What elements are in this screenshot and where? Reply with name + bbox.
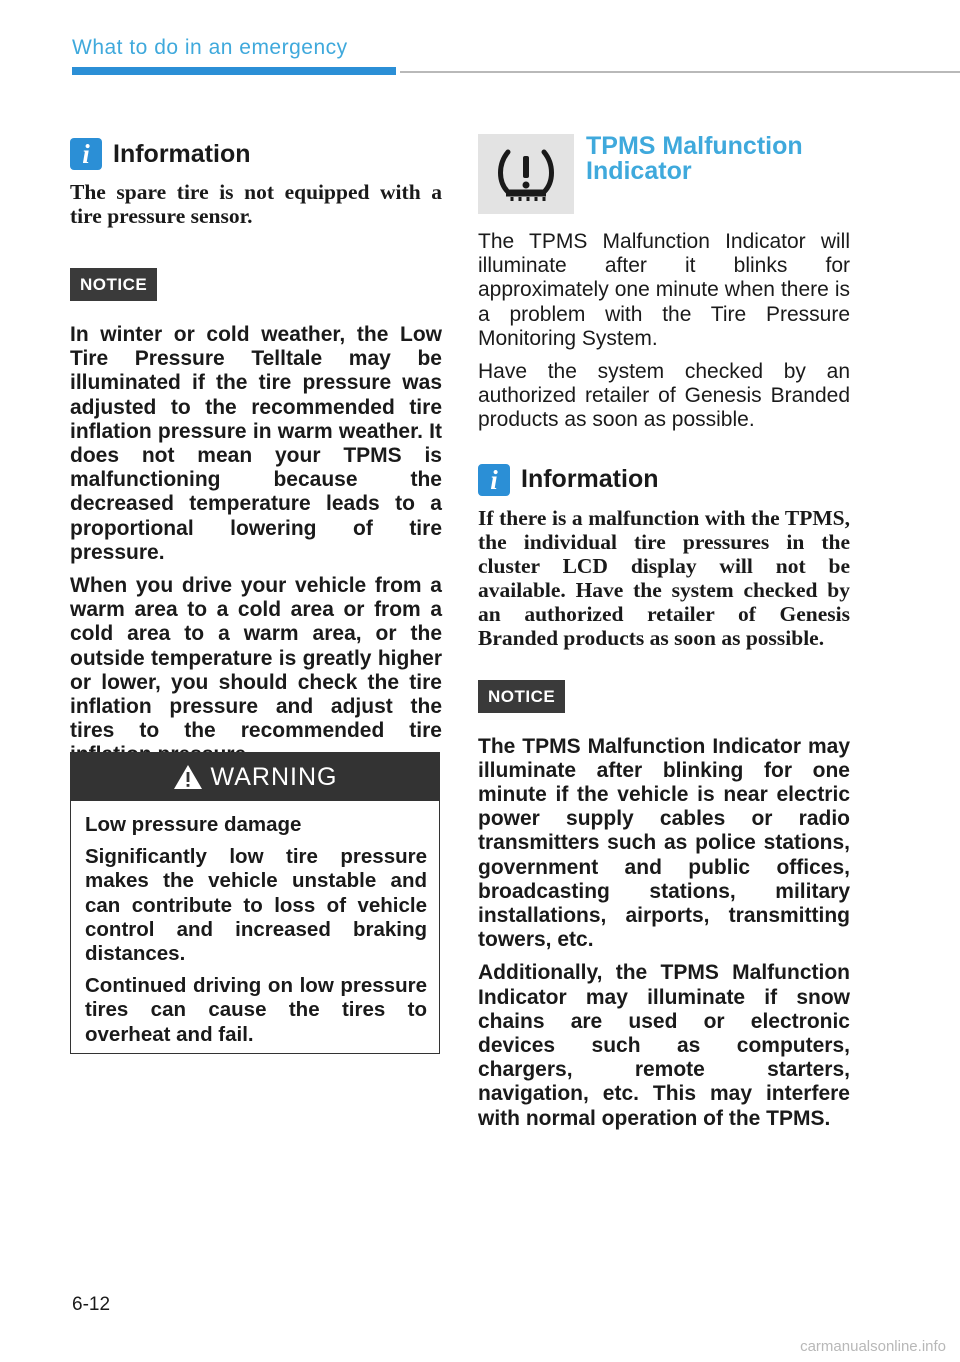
warning-box <box>70 752 440 1054</box>
tpms-icon-box <box>478 134 574 214</box>
section-header-title: What to do in an emergency <box>72 36 348 59</box>
info-heading <box>70 138 442 170</box>
notice-badge: NOTICE <box>70 268 157 301</box>
warning-triangle-icon <box>173 764 203 790</box>
header-rule <box>400 71 960 73</box>
warning-paragraph: Low pressure damage <box>85 813 302 836</box>
notice-badge: NOTICE <box>478 680 565 713</box>
header-accent-bar <box>72 67 396 75</box>
info-icon: i <box>70 138 102 170</box>
info-title: Information <box>521 465 659 494</box>
warning-paragraph: Significantly low tire pressure makes the vehicle unstable and can contribute to loss of vehicle control and increased braking distances. <box>85 845 427 966</box>
tpms-heading <box>478 130 850 214</box>
tpms-title-line2: Indicator <box>586 157 692 185</box>
tpms-title <box>586 134 803 184</box>
info-body: The spare tire is not equipped with a tire pressure sensor. <box>70 180 442 228</box>
info-title: Information <box>113 139 251 168</box>
info-body: If there is a malfunction with the TPMS, the individual tire pressures in the cluster LCD display will not be available. Have the system checked by an authorized retailer of Genesis Branded products as soon as possible. <box>478 505 850 650</box>
info-icon: i <box>478 464 510 496</box>
warning-label: WARNING <box>210 762 338 791</box>
right-column <box>478 130 850 1140</box>
notice-paragraph: When you drive your vehicle from a warm area to a cold area or from a cold area to a warm area, or the outside temperature is greatly higher or lower, you should check the tire inflation pressure and adjust the tires to the recommended tire <box>70 574 442 743</box>
notice-paragraph: Additionally, the TPMS Malfunction Indicator may illuminate if snow chains are used or electronic devices such as computers, chargers, remote starters, navigation, etc. This may interfere with normal operation of the TPMS. <box>478 961 850 1130</box>
warning-header <box>71 753 439 801</box>
tpms-warning-icon <box>494 142 558 206</box>
tpms-title-line1: TPMS Malfunction <box>586 132 803 160</box>
warning-paragraph: Continued driving on low pressure tires can cause the tires to overheat and fail. <box>85 974 427 1046</box>
page-number: 6-12 <box>72 1294 111 1315</box>
notice-paragraph: The TPMS Malfunction Indicator may illuminate after blinking for one minute if the vehicle is near electric power supply cables or radio transmitters such as police stations, government and public offices, broadcasting stations, military installations, airports, transmitting towers, etc. <box>478 734 850 952</box>
left-column <box>70 138 442 777</box>
notice-paragraph: In winter or cold weather, the Low Tire Pressure Telltale may be illuminated if the tire pressure was adjusted to the recommended tire inflation pressure in warm weather. It does not mean your TPMS is malfunctioning because the decreased temperature leads to a proportional lowering of tire pressure. <box>70 323 442 564</box>
watermark: carmanualsonline.info <box>800 1338 946 1355</box>
info-heading <box>478 464 850 496</box>
tpms-paragraph: Have the system checked by an authorized retailer of Genesis Branded products as soon as possible. <box>478 360 850 432</box>
tpms-paragraph: The TPMS Malfunction Indicator will illuminate after it blinks for approximately one minute when there is a problem with the Tire Pressure Monitoring System. <box>478 230 850 350</box>
warning-body <box>71 801 439 1047</box>
